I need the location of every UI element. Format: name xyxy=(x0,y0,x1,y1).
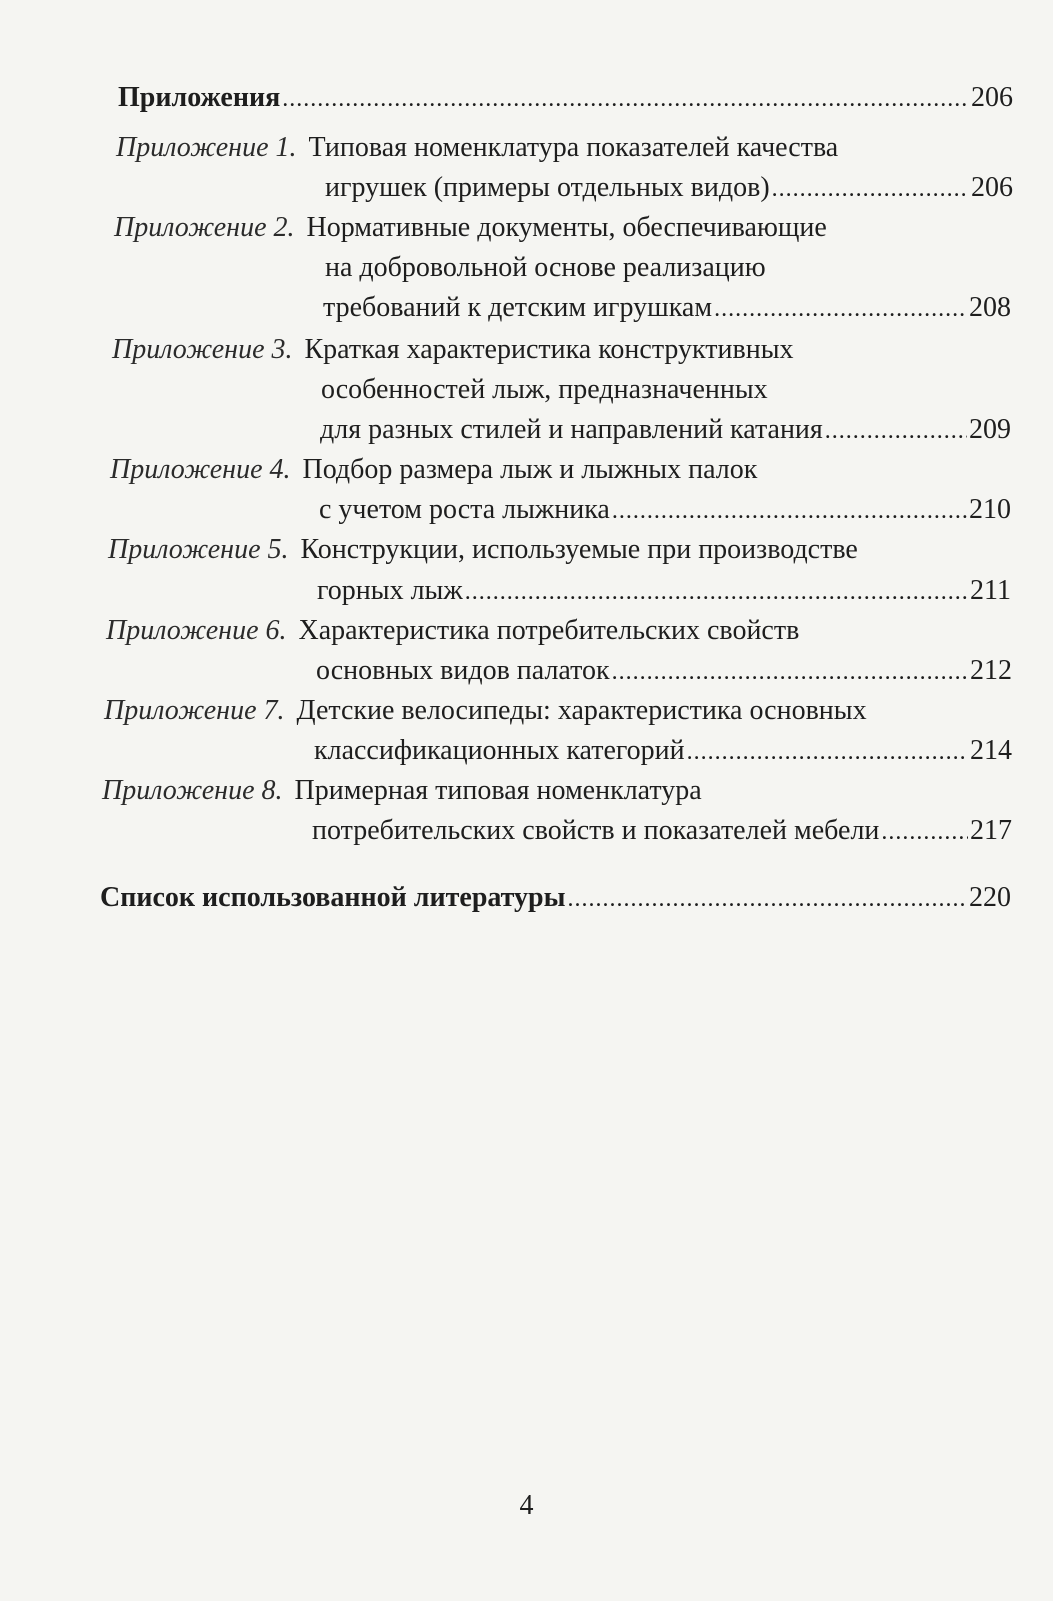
toc-entry-label: Приложение 7. xyxy=(104,695,285,726)
toc-entry-text: Детские велосипеды: характеристика основных xyxy=(296,695,867,726)
toc-entry-label: Приложение 3. xyxy=(112,334,293,365)
toc-entry-text: Нормативные документы, обеспечивающие xyxy=(306,212,827,243)
toc-entry-text: Характеристика потребительских свойств xyxy=(298,615,800,646)
toc-page-number: 208 xyxy=(969,292,1011,323)
toc-entry-label: Приложение 8. xyxy=(102,775,283,806)
toc-entry-text: особенностей лыж, предназначенных xyxy=(321,374,768,405)
toc-entry-label: Приложение 5. xyxy=(108,534,289,565)
toc-entry-label: Приложение 4. xyxy=(110,454,291,485)
toc-page-number: 212 xyxy=(970,655,1012,686)
toc-entry-text: на добровольной основе реализацию xyxy=(325,252,766,283)
toc-heading-appendices[interactable] xyxy=(118,78,1013,118)
leader-dots xyxy=(465,572,968,612)
toc-page-number: 210 xyxy=(969,494,1011,525)
toc-entry-text: игрушек (примеры отдельных видов) xyxy=(325,172,770,203)
toc-entry-text: основных видов палаток xyxy=(316,655,610,686)
toc-entry-text: Типовая номенклатура показателей качества xyxy=(308,132,839,163)
toc-entry-label: Приложение 6. xyxy=(106,615,287,646)
toc-entry-text: Краткая характеристика конструктивных xyxy=(304,334,794,365)
leader-dots xyxy=(282,79,969,119)
toc-entry-text: с учетом роста лыжника xyxy=(319,494,610,525)
toc-entry-text: потребительских свойств и показателей мебели xyxy=(312,815,880,846)
toc-entry-text: требований к детским игрушкам xyxy=(323,292,713,323)
leader-dots xyxy=(881,812,968,852)
toc-heading-title: Список использованной литературы xyxy=(100,882,566,913)
toc-page-number: 220 xyxy=(969,882,1011,913)
toc-heading-references[interactable] xyxy=(100,878,1011,918)
toc-entry-text: Подбор размера лыж и лыжных палок xyxy=(302,454,758,485)
toc-entry-text: Примерная типовая номенклатура xyxy=(294,775,702,806)
leader-dots xyxy=(772,169,969,209)
leader-dots xyxy=(568,879,968,919)
toc-page-number: 209 xyxy=(969,414,1011,445)
leader-dots xyxy=(687,732,968,772)
leader-dots xyxy=(612,491,967,531)
toc-entry-label: Приложение 2. xyxy=(114,212,295,243)
toc-entry-text: классификационных категорий xyxy=(314,735,685,766)
toc-page-number: 206 xyxy=(971,172,1013,203)
toc-heading-title: Приложения xyxy=(118,82,281,113)
leader-dots xyxy=(714,289,967,329)
leader-dots xyxy=(825,411,967,451)
toc-entry-text: горных лыж xyxy=(317,575,463,606)
toc-page-number: 211 xyxy=(970,575,1011,606)
toc-page-number: 214 xyxy=(970,735,1012,766)
toc-entry-text: для разных стилей и направлений катания xyxy=(320,414,823,445)
leader-dots xyxy=(612,652,968,692)
toc-entry-text: Конструкции, используемые при производстве xyxy=(300,534,858,565)
toc-page-number: 206 xyxy=(971,82,1013,113)
toc-entry-label: Приложение 1. xyxy=(116,132,297,163)
toc-page-number: 217 xyxy=(970,815,1012,846)
page-number: 4 xyxy=(519,1490,534,1521)
